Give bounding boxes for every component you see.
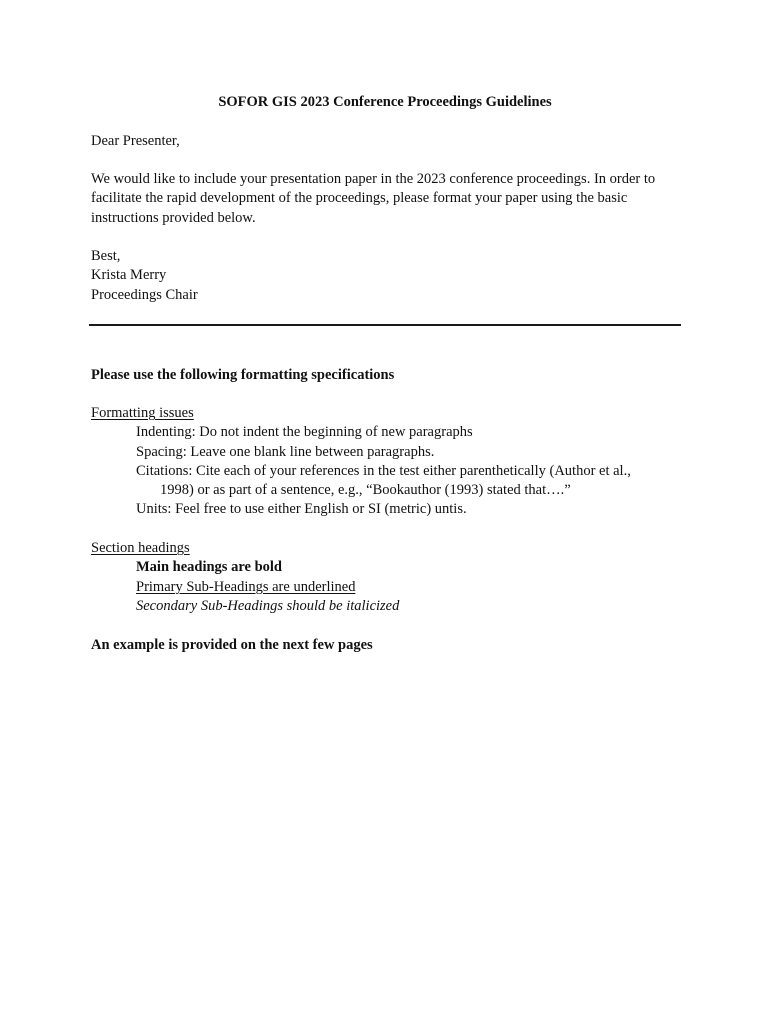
citations-rule: Citations: Cite each of your references in the test either parenthetically (Author et al.,: [136, 462, 631, 479]
main-headings-example: Main headings are bold: [136, 559, 282, 576]
section-headings-section: [91, 539, 691, 616]
greeting: [91, 132, 691, 151]
spec-heading-text: Please use the following formatting specifications: [91, 367, 395, 383]
section-headings-heading: Section headings: [91, 540, 190, 556]
intro-line: facilitate the rapid development of the proceedings, please format your paper using the basic: [91, 190, 628, 207]
intro-paragraph: [91, 170, 691, 228]
intro-line: instructions provided below.: [91, 209, 256, 226]
citations-rule-continued: 1998) or as part of a sentence, e.g., “Bookauthor (1993) stated that….”: [160, 482, 571, 499]
signoff-role: Proceedings Chair: [91, 286, 198, 303]
greeting-text: Dear Presenter,: [91, 133, 180, 149]
formatting-issues-heading: Formatting issues: [91, 405, 194, 421]
signoff-closing: Best,: [91, 248, 121, 264]
document-title: SOFOR GIS 2023 Conference Proceedings Guidelines: [218, 94, 552, 110]
indenting-rule: Indenting: Do not indent the beginning of new paragraphs: [136, 424, 473, 441]
secondary-subheadings-example: Secondary Sub-Headings should be italicized: [136, 597, 400, 614]
intro-line: We would like to include your presentation paper in the 2023 conference proceedings. In order to: [91, 171, 656, 187]
spacing-rule: Spacing: Leave one blank line between paragraphs.: [136, 443, 435, 460]
units-rule: Units: Feel free to use either English or SI (metric) untis.: [136, 501, 467, 518]
signoff: [91, 247, 691, 305]
primary-subheadings-example: Primary Sub-Headings are underlined: [136, 578, 356, 595]
example-note: [91, 636, 691, 655]
horizontal-divider: [89, 324, 681, 326]
formatting-issues-section: [91, 404, 691, 520]
example-note-text: An example is provided on the next few pages: [91, 637, 373, 653]
signoff-name: Krista Merry: [91, 267, 167, 284]
spec-heading: [91, 366, 691, 385]
